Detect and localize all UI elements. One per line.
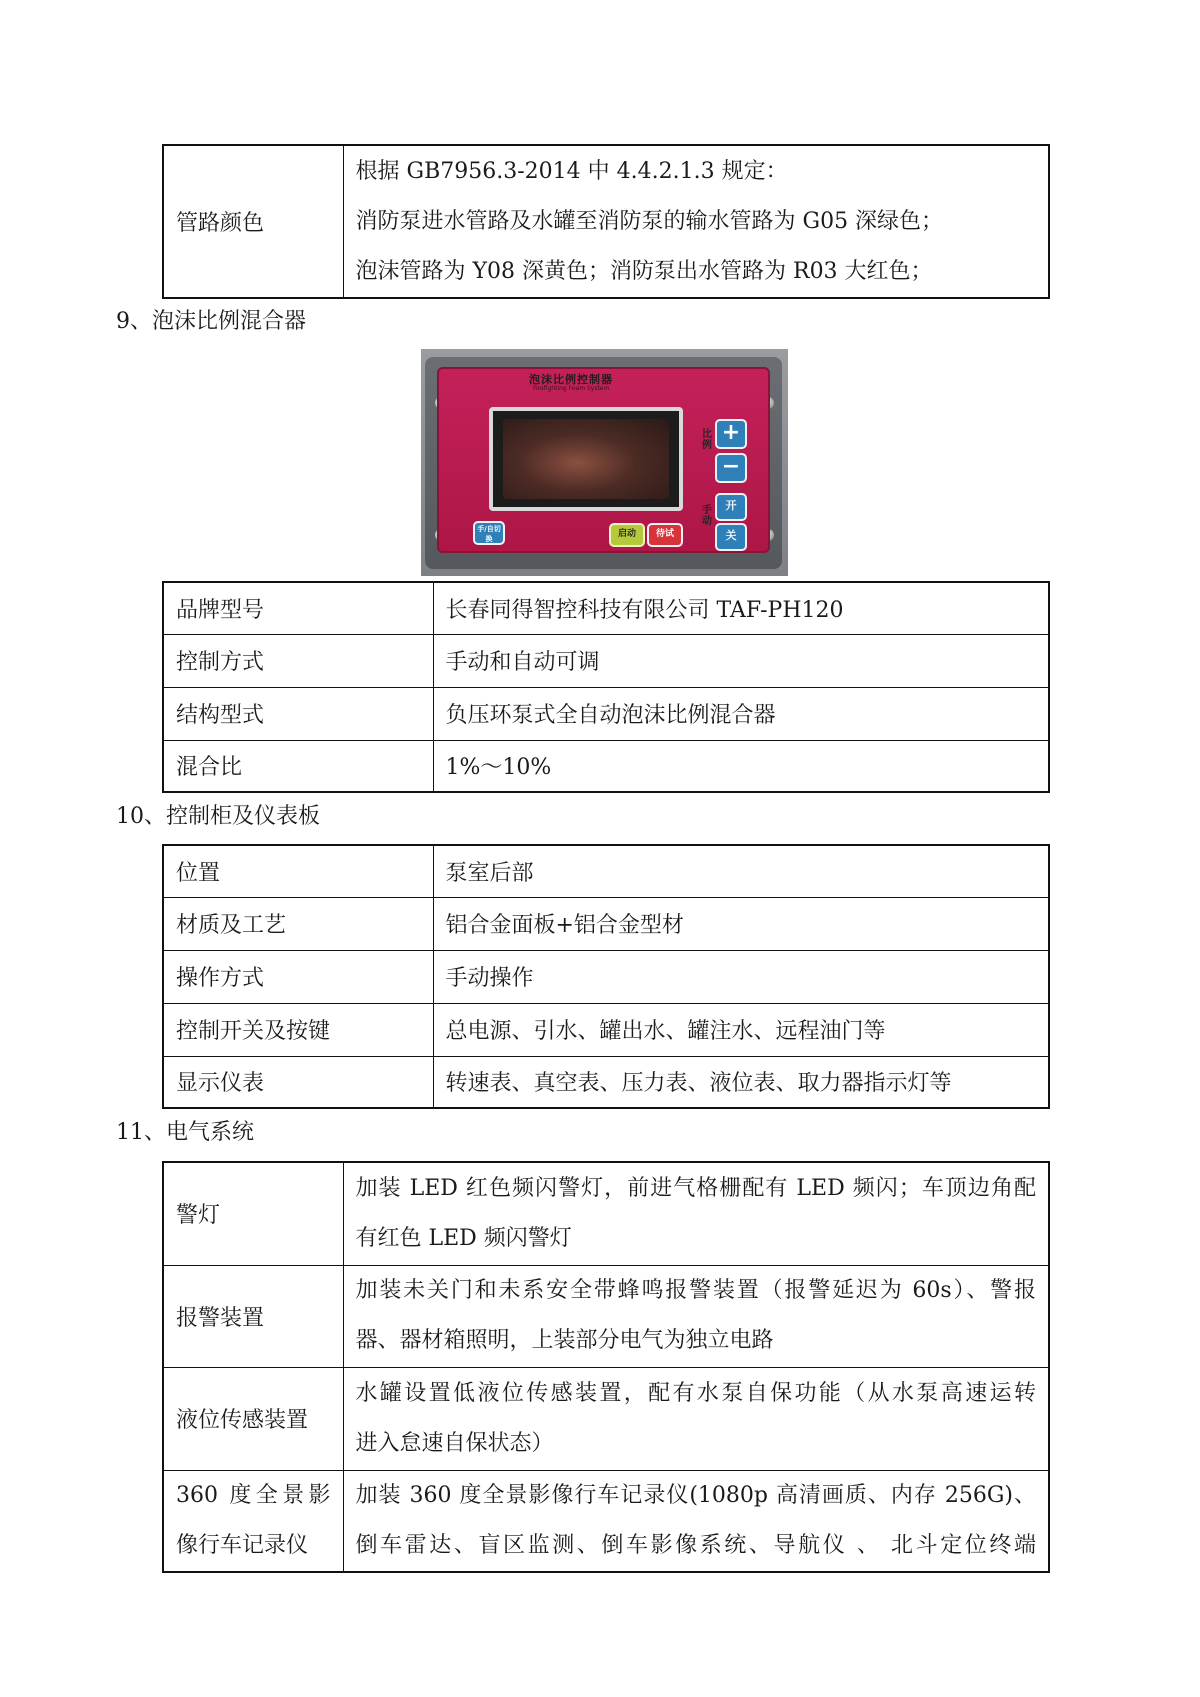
table-row <box>163 950 1049 1003</box>
material-label: 材质及工艺 <box>163 897 433 950</box>
minus-button[interactable]: − <box>715 453 747 483</box>
warning-light-label: 警灯 <box>163 1162 343 1265</box>
mixing-ratio-value: 1%～10% <box>433 740 1049 792</box>
alarm-device-label: 报警装置 <box>163 1265 343 1367</box>
start-button[interactable]: 启动 <box>609 523 645 547</box>
pipe-color-line-3: 泡沫管路为 Y08 深黄色；消防泵出水管路为 R03 大红色； <box>355 258 933 284</box>
test-button[interactable]: 待试 <box>647 523 683 547</box>
instruments-value: 转速表、真空表、压力表、液位表、取力器指示灯等 <box>433 1056 1049 1108</box>
alarm-device-line-2: 器、器材箱照明，上装部分电气为独立电路 <box>355 1328 774 1353</box>
level-sensor-label: 液位传感装置 <box>163 1367 343 1470</box>
instruments-label: 显示仪表 <box>163 1056 433 1108</box>
dashcam-value <box>343 1470 1049 1572</box>
table-row <box>163 1367 1049 1470</box>
open-button[interactable]: 开 <box>715 493 747 521</box>
warning-light-line-2: 有红色 LED 频闪警灯 <box>355 1225 572 1251</box>
table-row <box>163 740 1049 792</box>
table-row <box>163 634 1049 687</box>
switches-label: 控制开关及按键 <box>163 1003 433 1056</box>
lcd-screen <box>489 407 683 511</box>
table-row <box>163 687 1049 740</box>
location-label: 位置 <box>163 845 433 897</box>
operation-label: 操作方式 <box>163 950 433 1003</box>
pipe-color-value <box>343 145 1049 298</box>
section-10-heading: 10、控制柜及仪表板 <box>116 804 320 829</box>
alarm-device-line-1: 加装未关门和未系安全带蜂鸣报警装置（报警延迟为 60s）、警报 <box>355 1278 1036 1303</box>
brand-model-label: 品牌型号 <box>163 582 433 634</box>
dashcam-label <box>163 1470 343 1572</box>
structure-type-value: 负压环泵式全自动泡沫比例混合器 <box>433 687 1049 740</box>
table-row <box>163 145 1049 298</box>
level-sensor-line-2: 进入怠速自保状态） <box>355 1430 554 1456</box>
table-row <box>163 1003 1049 1056</box>
screen-reflection <box>503 419 669 499</box>
level-sensor-value <box>343 1367 1049 1470</box>
side-label-ratio: 比例 <box>702 429 712 451</box>
dashcam-line-1: 加装 360 度全景影像行车记录仪(1080p 高清画质、内存 256G)、 <box>355 1482 1036 1508</box>
controller-panel <box>437 367 770 553</box>
operation-value: 手动操作 <box>433 950 1049 1003</box>
warning-light-line-1: 加装 LED 红色频闪警灯，前进气格栅配有 LED 频闪；车顶边角配 <box>355 1175 1036 1201</box>
pipe-color-label: 管路颜色 <box>163 145 343 298</box>
panel-subtitle: Firefighting Foam System <box>533 385 610 392</box>
table-row <box>163 897 1049 950</box>
dashcam-line-2: 倒车雷达、盲区监测、倒车影像系统、导航仪 、 北斗定位终端 <box>355 1532 1036 1558</box>
control-cabinet-table <box>162 844 1050 1109</box>
table-row <box>163 1162 1049 1265</box>
mixing-ratio-label: 混合比 <box>163 740 433 792</box>
pipe-color-line-1: 根据 GB7956.3-2014 中 4.4.2.1.3 规定： <box>355 158 788 184</box>
control-mode-value: 手动和自动可调 <box>433 634 1049 687</box>
section-9-heading: 9、泡沫比例混合器 <box>116 309 306 334</box>
close-button[interactable]: 关 <box>715 523 747 551</box>
pipe-color-table <box>162 144 1050 299</box>
alarm-device-value <box>343 1265 1049 1367</box>
electrical-system-table <box>162 1161 1050 1573</box>
table-row <box>163 582 1049 634</box>
foam-controller-photo <box>421 349 788 576</box>
plus-button[interactable]: + <box>715 419 747 449</box>
mode-switch-button[interactable]: 手/自切换 <box>473 521 505 545</box>
control-mode-label: 控制方式 <box>163 634 433 687</box>
side-label-manual: 手动 <box>702 505 712 527</box>
table-row <box>163 1056 1049 1108</box>
table-row <box>163 1470 1049 1572</box>
level-sensor-line-1: 水罐设置低液位传感装置，配有水泵自保功能（从水泵高速运转 <box>355 1380 1036 1406</box>
switches-value: 总电源、引水、罐出水、罐注水、远程油门等 <box>433 1003 1049 1056</box>
material-value: 铝合金面板+铝合金型材 <box>433 897 1049 950</box>
dashcam-label-line-1: 360 度全景影 <box>176 1482 331 1508</box>
warning-light-value <box>343 1162 1049 1265</box>
structure-type-label: 结构型式 <box>163 687 433 740</box>
table-row <box>163 1265 1049 1367</box>
dashcam-label-line-2: 像行车记录仪 <box>176 1532 309 1558</box>
section-11-heading: 11、电气系统 <box>116 1120 254 1145</box>
foam-mixer-table <box>162 581 1050 793</box>
location-value: 泵室后部 <box>433 845 1049 897</box>
panel-title: 泡沫比例控制器 <box>529 373 613 386</box>
brand-model-value: 长春同得智控科技有限公司 TAF-PH120 <box>433 582 1049 634</box>
pipe-color-line-2: 消防泵进水管路及水罐至消防泵的输水管路为 G05 深绿色； <box>355 208 944 234</box>
table-row <box>163 845 1049 897</box>
